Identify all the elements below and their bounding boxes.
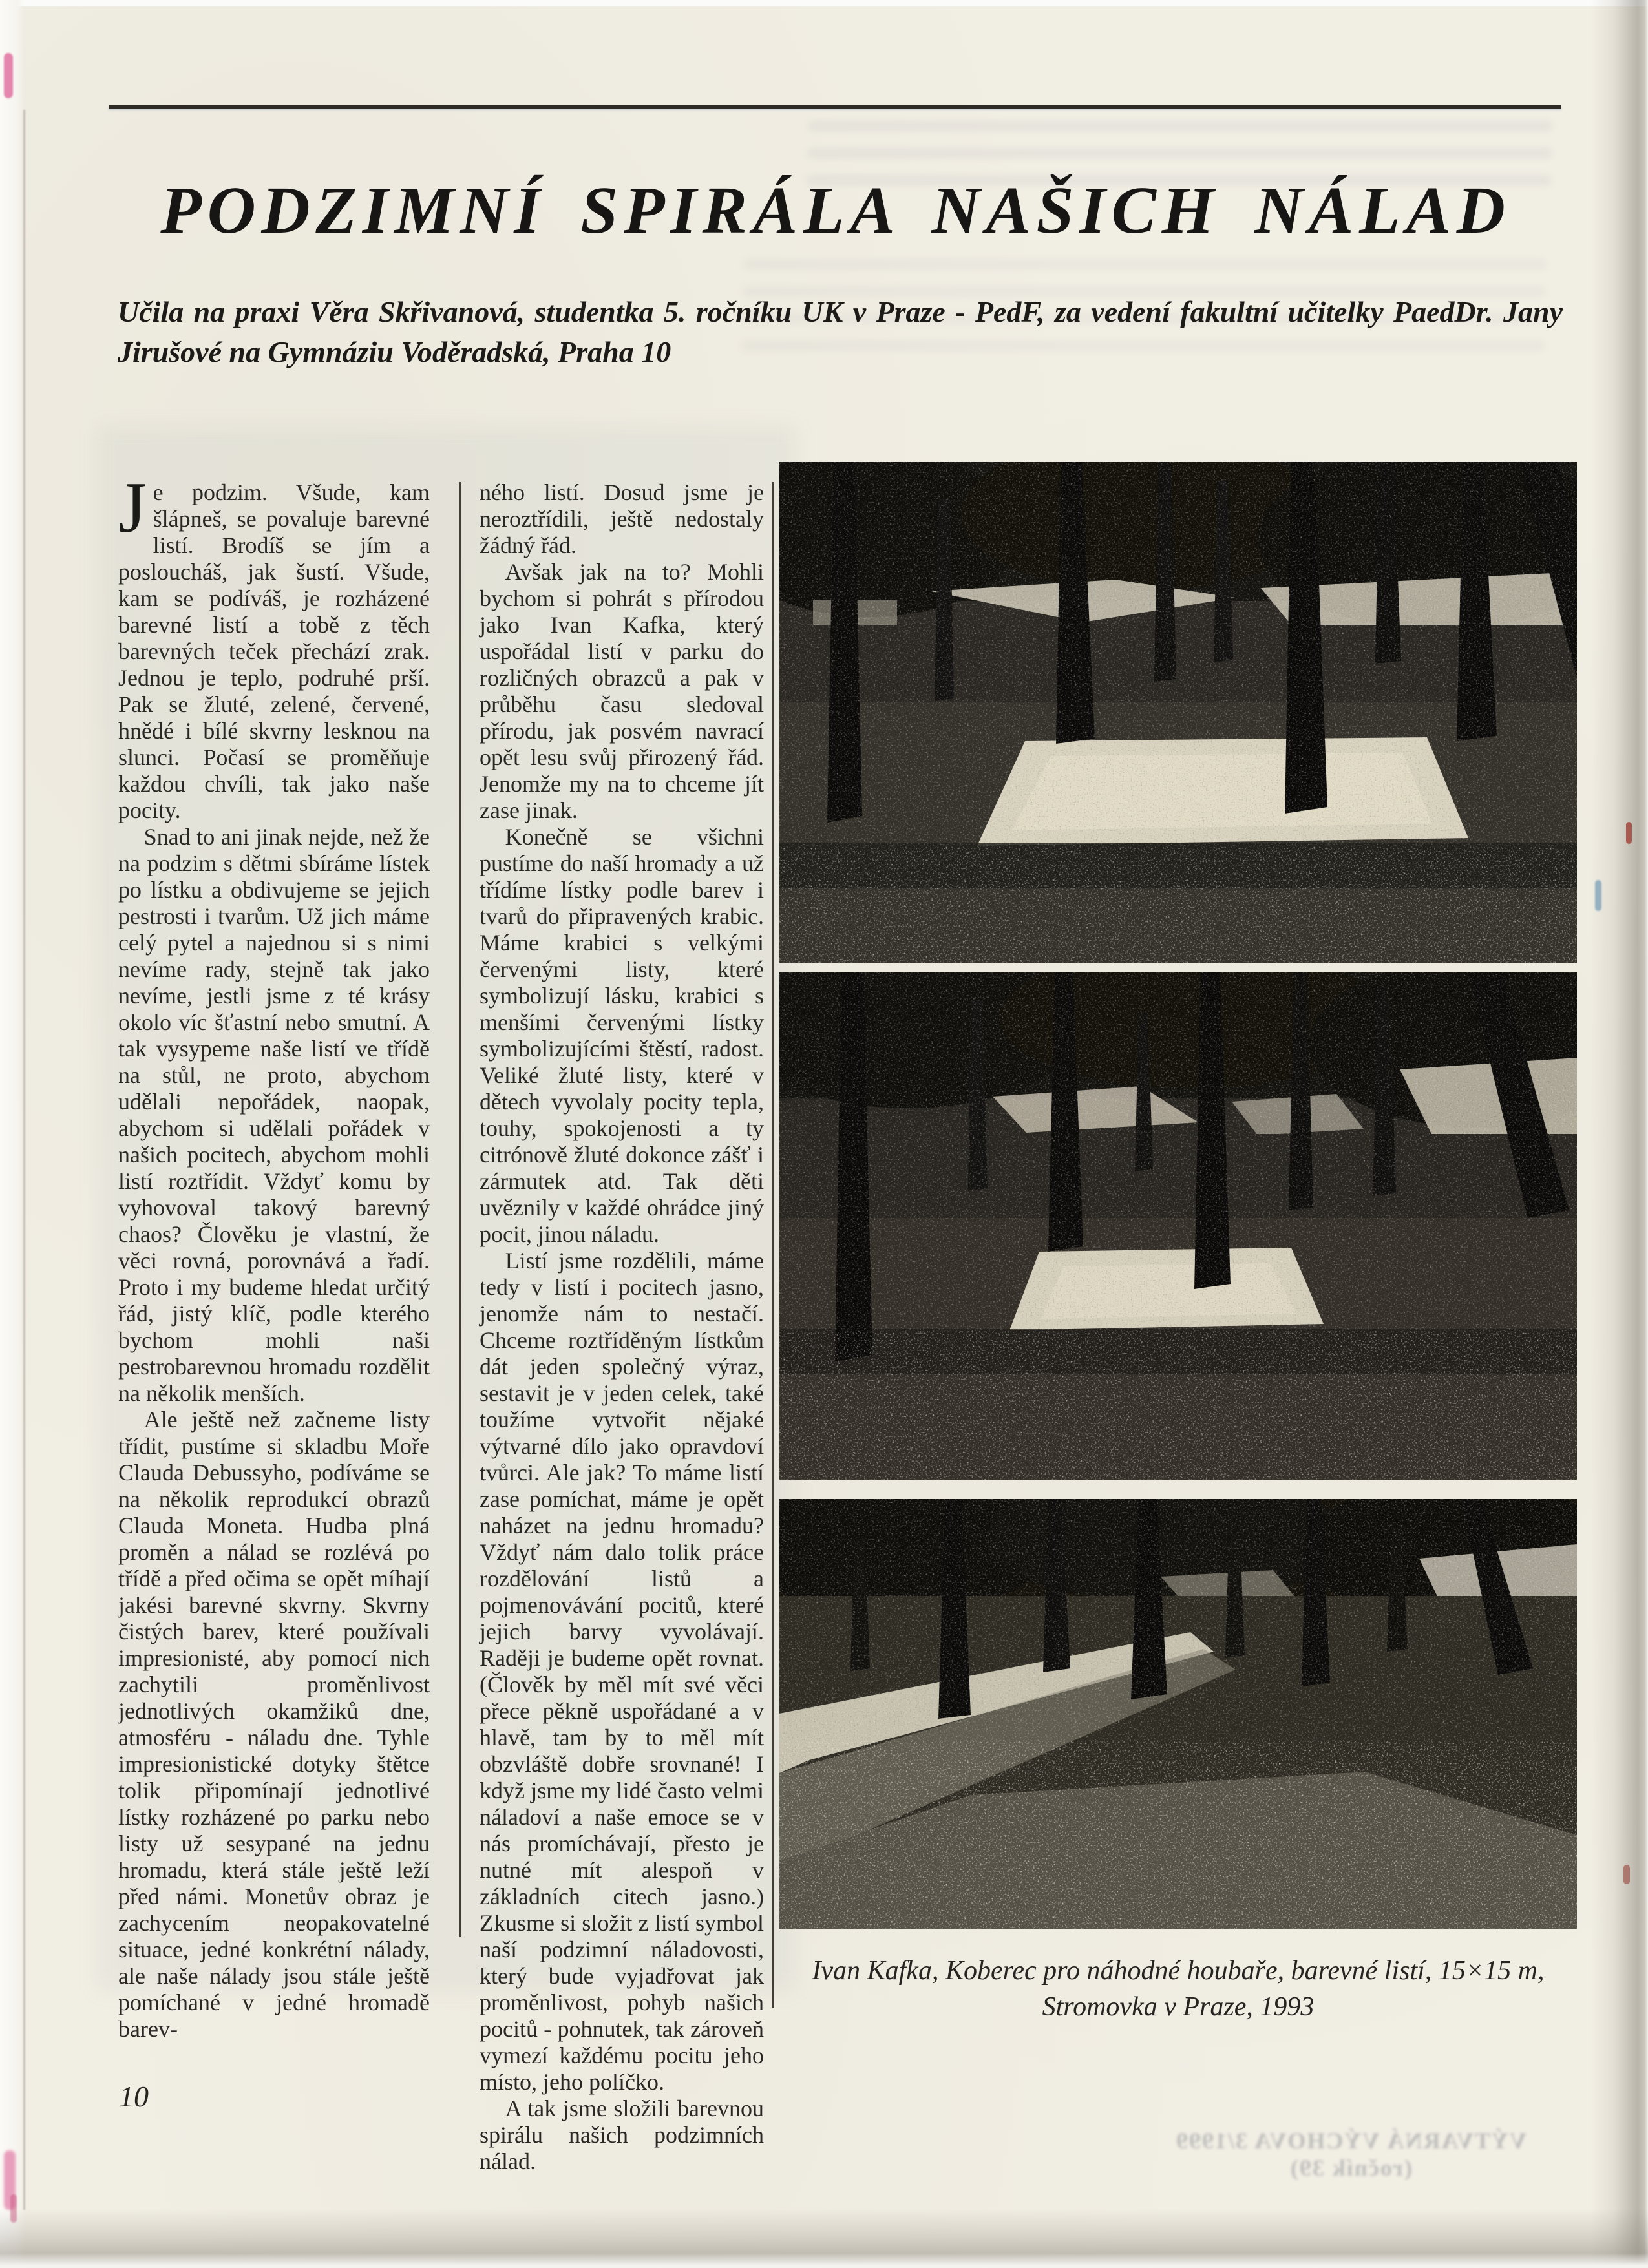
scan-shadow-bottom — [0, 2209, 1648, 2268]
drop-cap: J — [118, 468, 147, 548]
scan-shadow-right — [1591, 0, 1648, 2268]
photo-figure-2 — [779, 972, 1577, 1480]
paragraph: Avšak jak na to? Mohli bychom si pohrát s přírodou jako Ivan Kafka, který uspořádal listí v parku do rozličných obrazců a pak v průběhu času sledoval přírodu, jak posvém navrací opět lesu svůj přirozený řád. Jenomže my na to chceme jít zase jinak. — [480, 559, 764, 823]
paragraph: A tak jsme složili barevnou spirálu našich podzimních nálad. — [480, 2095, 764, 2174]
paragraph: Listí jsme rozdělili, máme tedy v listí i pocitech jasno, jenomže nám to nestačí. Chceme roztříděným lístkům dát jeden společný výraz, sestavit je v jeden celek, také toužíme vytvořit nějaké výtvarné dílo jako opravdoví tvůrci. Ale jak? To máme listí zase pomíchat, máme je opět naházet na jednu hromadu? Vždyť nám dalo tolik práce rozdělování listů a pojmenovávání pocitů, které jejich barvy vyvolávají. Raději je budeme opět rovnat. (Člověk by měl mít své věci přece pěkně uspořádané a v hlavě, tam by to měl mít obzvláště dobře srovnané! I když jsme my lidé často velmi náladoví a naše emoce se v nás promíchávají, přesto je nutné mít alespoň v základních citech jasno.) Zkusme si složit z listí symbol naší podzimní náladovosti, který bude vyjadřovat jak proměnlivost, pohyb našich pocitů - pohnutek, tak zároveň vymezí každému pocitu jeho místo, jeho políčko. — [480, 1248, 764, 2095]
photo-caption — [779, 1953, 1577, 2025]
paragraph-text: e podzim. Všude, kam šlápneš, se povaluje barevné listí. Brodíš se jím a posloucháš, jak šustí. Všude, kam se podíváš, je rozházené barevné listí a tobě z těch barevných teček přechází zrak. Jednou je teplo, podruhé prší. Pak se žluté, zelené, červené, hnědé i bílé skvrny lesknou na slunci. Počasí se proměňuje každou chvíli, tak jako naše pocity. — [118, 479, 430, 823]
body-column-2 — [480, 479, 764, 2175]
article-subtitle: Učila na praxi Věra Skřivanová, studentka 5. ročníku UK v Praze - PedF, za vedení fakultní učitelky PaedDr. Jany Jirušové na Gymnáziu Voděradská, Praha 10 — [118, 295, 1563, 368]
paragraph: Konečně se všichni pustíme do naší hromady a už třídíme lístky podle barev i tvarů do připravených krabic. Máme krabici s velkými červenými listy, které symbolizují lásku, krabici s menšími červenými lístky symbolizujícími štěstí, radost. Veliké žluté listy, které v dětech vyvolaly pocity tepla, touhy, spokojenosti a ty citrónově žluté dokonce zášť i zármutek atd. Tak děti uvěznily v každé ohrádce jiný pocit, jinou náladu. — [480, 824, 764, 1247]
paragraph — [118, 468, 430, 824]
paragraph: ného listí. Dosud jsme je neroztřídili, ještě nedostaly žádný řád. — [480, 479, 764, 558]
photo-caption-line-1: Ivan Kafka, Koberec pro náhodné houbaře, barevné listí, 15×15 m, — [812, 1956, 1545, 1986]
column-divider — [459, 482, 461, 1937]
pink-highlighter-mark — [4, 53, 13, 98]
park-leaf-carpet-photo — [779, 462, 1577, 963]
park-leaf-carpet-far-photo — [779, 972, 1577, 1480]
photo-caption-line-2: Stromovka v Praze, 1993 — [1042, 1992, 1315, 2022]
scanner-top-edge — [0, 0, 1648, 6]
park-leaf-path-photo — [779, 1499, 1577, 1929]
paragraph: Ale ještě než začneme listy třídit, pustíme si skladbu Moře Clauda Debussyho, podíváme se na několik reprodukcí obrazů Clauda Moneta. Hudba plná proměn a nálad se rozlévá po třídě a před očima se opět míhají jakési barevné skvrny. Skvrny čistých barev, které používali impresionisté, aby pomocí nich zachytili proměnlivost jednotlivých okamžiků dne, atmosféru - náladu dne. Tyhle impresionistické dotyky štětce tolik připomínají jednotlivé lístky rozházené po parku nebo listy už sesypané na jednu hromadu, která stále ještě leží před námi. Monetův obraz je zachycením neopakovatelné situace, jedné konkrétní nálady, ale naše nálady jsou stále ještě pomíchané v jedné hromadě barev- — [118, 1407, 430, 2042]
header-rule — [109, 105, 1561, 109]
page-number: 10 — [119, 2080, 149, 2113]
photo-figure-3 — [779, 1499, 1577, 1929]
article-title: PODZIMNÍ SPIRÁLA NAŠICH NÁLAD — [160, 173, 1511, 247]
binding-crease-line — [23, 110, 25, 2210]
binding-edge — [0, 0, 25, 2268]
column-divider — [772, 482, 774, 2008]
paragraph: Snad to ani jinak nejde, než že na podzim s dětmi sbíráme lístek po lístku a obdivujeme se jejich pestrosti i tvarům. Už jich máme celý pytel a najednou si s nimi nevíme rady, stejně tak jako nevíme, jestli jsme z té krásy okolo víc šťastní nebo smutní. A tak vysypeme naše listí ve třídě na stůl, ne proto, abychom udělali nepořádek, naopak, abychom si udělali pořádek v našich pocitech, abychom mohli listí roztřídit. Vždyť komu by vyhovoval takový barevný chaos? Člověku je vlastní, že věci rovná, porovnává a řadí. Proto i my budeme hledat určitý řád, jistý klíč, podle kterého bychom mohli naši pestrobarevnou hromadu rozdělit na několik menších. — [118, 824, 430, 1406]
body-column-1 — [118, 468, 430, 2042]
photo-figure-1 — [779, 462, 1577, 963]
showthrough-footer-text: VÝTVARNÁ VÝCHOVA 3/1999 (ročník 39) — [1174, 2128, 1527, 2181]
